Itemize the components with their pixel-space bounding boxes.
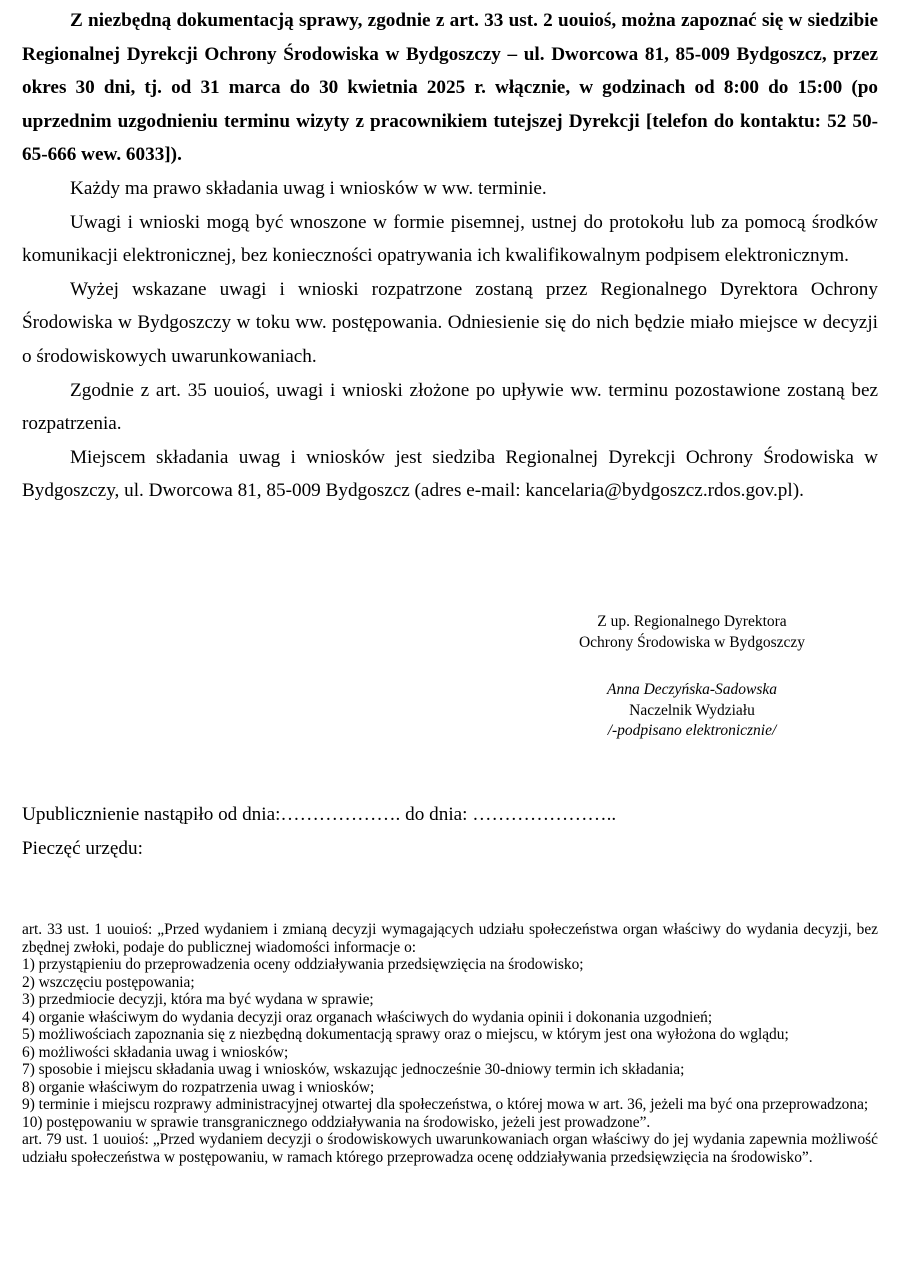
office-stamp-label: Pieczęć urzędu: xyxy=(22,837,143,859)
signature-line-2: Ochrony Środowiska w Bydgoszczy xyxy=(578,633,805,651)
footnote-line: 6) możliwości składania uwag i wniosków; xyxy=(22,1043,289,1061)
signature-block xyxy=(512,680,872,742)
footnote-line: art. 79 ust. 1 uouioś: „Przed wydaniem decyzji o środowiskowych uwarunkowaniach organ właściwy do jej wydania zapewnia możliwość udziału społeczeństwa w postępowaniu, w ramach którego przeprowadza ocenę oddziaływania przedsięwzięcia na środowisko”. xyxy=(22,1131,878,1166)
paragraph-right-to-comment: Każdy ma prawo składania uwag i wniosków w ww. terminie. xyxy=(70,177,547,199)
publication-dates: Upublicznienie nastąpiło od dnia:………………. do dnia: ………………….. xyxy=(22,804,617,825)
footnote-line: 3) przedmiocie decyzji, która ma być wydana w sprawie; xyxy=(22,991,374,1008)
publication-section xyxy=(22,798,616,865)
paragraph-documentation-access: Z niezbędną dokumentacją sprawy, zgodnie z art. 33 ust. 2 uouioś, można zapoznać się w siedzibie Regionalnej Dyrekcji Ochrony Środowiska w Bydgoszczy – ul. Dworcowa 81, 85-009 Bydgoszcz, przez okres 30 dni, tj. od 31 marca do 30 kwietnia 2025 r. włącznie, w godzinach od 8:00 do 15:00 (po uprzednim uzgodnieniu terminu wizyty z pracownikiem tutejszej Dyrekcji [telefon do kontaktu: 52 50-65-666 wew. 6033]). xyxy=(22,10,878,166)
paragraph-comment-review: Wyżej wskazane uwagi i wnioski rozpatrzone zostaną przez Regionalnego Dyrektora Ochrony Środowiska w Bydgoszczy w toku ww. postępowania. Odniesienie się do nich będzie miało miejsce w decyzji o środowiskowych uwarunkowaniach. xyxy=(22,278,878,367)
signature-authority xyxy=(512,612,872,653)
signatory-name: Anna Deczyńska-Sadowska xyxy=(606,681,778,698)
footnote-line: 8) organie właściwym do rozpatrzenia uwag i wniosków; xyxy=(22,1078,375,1096)
document-page xyxy=(22,0,878,1166)
paragraph-submission-place: Miejscem składania uwag i wniosków jest siedziba Regionalnej Dyrekcji Ochrony Środowiska w Bydgoszczy, ul. Dworcowa 81, 85-009 Bydgoszcz (adres e-mail: kancelaria@bydgoszcz.rdos.gov.pl). xyxy=(22,446,878,502)
footnote-line: art. 33 ust. 1 uouioś: „Przed wydaniem i zmianą decyzji wymagających udziału społeczeństwa organ właściwy do wydania decyzji, bez zbędnej zwłoki, podaje do publicznej wiadomości informacje o: xyxy=(22,921,878,956)
footnote-line: 1) przystąpieniu do przeprowadzenia oceny oddziaływania przedsięwzięcia na środowisko; xyxy=(22,956,584,973)
signature-note: /-podpisano elektronicznie/ xyxy=(607,722,777,739)
footnote-line: 4) organie właściwym do wydania decyzji oraz organach właściwych do wydania opinii i dokonania uzgodnień; xyxy=(22,1008,713,1026)
footnote-line: 5) możliwościach zapoznania się z niezbędną dokumentacją sprawy oraz o miejscu, w którym jest ona wyłożona do wglądu; xyxy=(22,1026,789,1043)
paragraph-comment-forms: Uwagi i wnioski mogą być wnoszone w formie pisemnej, ustnej do protokołu lub za pomocą środków komunikacji elektronicznej, bez konieczności opatrywania ich kwalifikowalnym podpisem elektronicznym. xyxy=(22,211,878,267)
paragraph-late-comments: Zgodnie z art. 35 uouioś, uwagi i wnioski złożone po upływie ww. terminu pozostawione zostaną bez rozpatrzenia. xyxy=(22,379,878,435)
footnote-line: 7) sposobie i miejscu składania uwag i wniosków, wskazując jednocześnie 30-dniowy termin ich składania; xyxy=(22,1061,685,1078)
signature-line-1: Z up. Regionalnego Dyrektora xyxy=(597,613,787,630)
legal-footnotes xyxy=(22,921,878,1166)
footnote-line: 9) terminie i miejscu rozprawy administracyjnej otwartej dla społeczeństwa, o której mowa w art. 36, jeżeli ma być ona przeprowadzona; xyxy=(22,1096,869,1113)
footnote-line: 2) wszczęciu postępowania; xyxy=(22,973,195,991)
footnote-line: 10) postępowaniu w sprawie transgranicznego oddziaływania na środowisko, jeżeli jest prowadzone”. xyxy=(22,1113,651,1131)
signatory-role: Naczelnik Wydziału xyxy=(629,701,755,719)
